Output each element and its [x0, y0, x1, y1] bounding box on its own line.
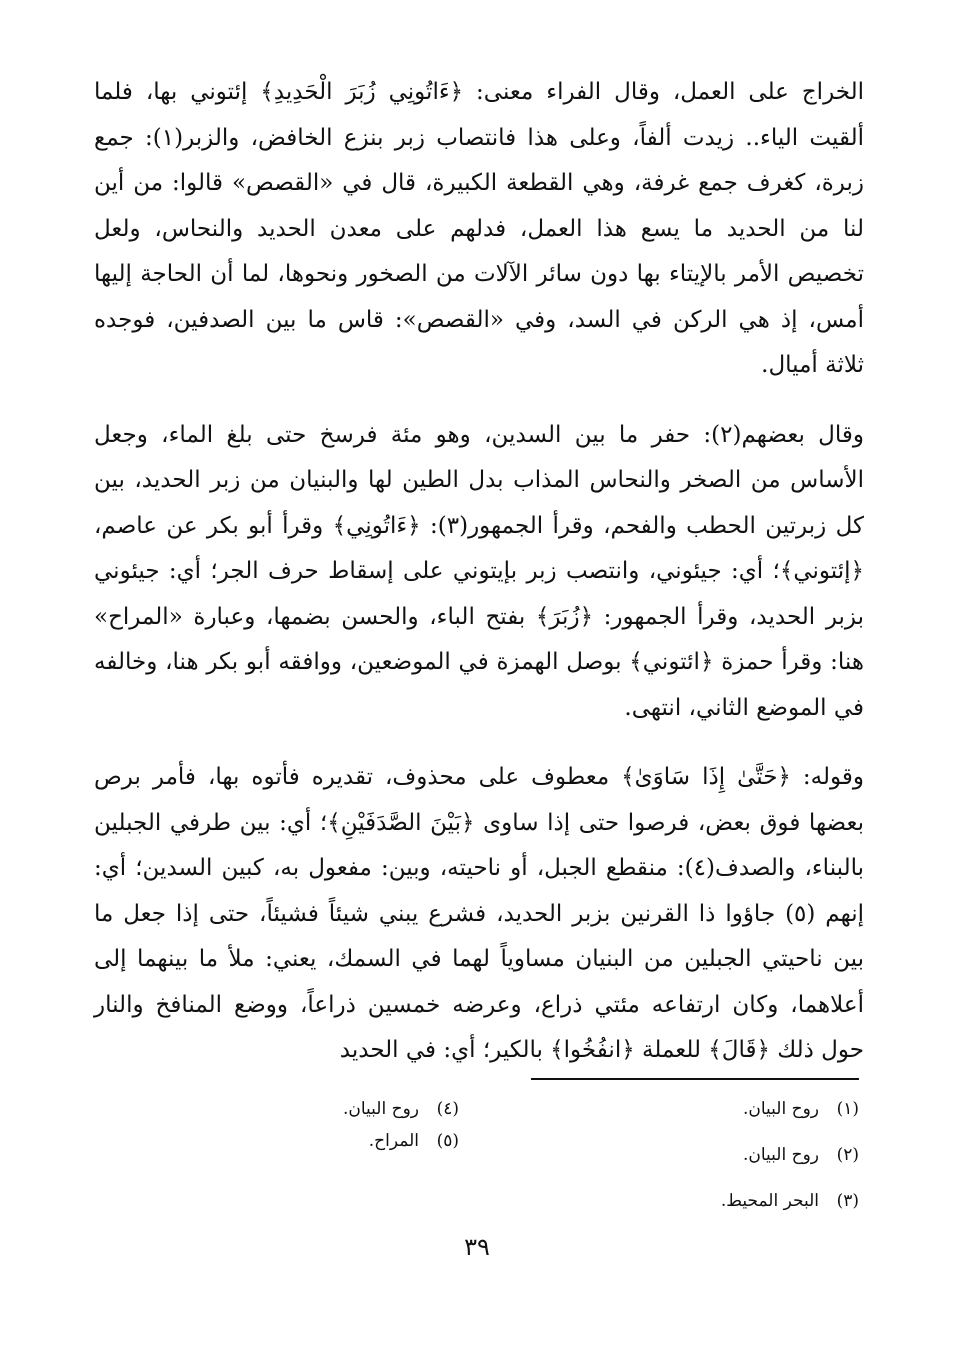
paragraph-2: وقال بعضهم(٢): حفر ما بين السدين، وهو مئة فرسخ حتى بلغ الماء، وجعل الأساس من الصخر والنحاس المذاب بدل الطين لها والبنيان من زبر الحديد، بين كل زبرتين الحطب والفحم، وقرأ الجمهور(٣): ﴿ءَاتُونِي﴾ وقرأ أبو بكر عن عاصم، ﴿إئتوني﴾؛ أي: جيئوني، وانتصب زبر بإيتوني على إسقاط حرف الجر؛ أي: جيئوني بزبر الحديد، وقرأ الجمهور: ﴿زُبَرَ﴾ بفتح الباء، والحسن بضمها، وعبارة «المراح» هنا: وقرأ حمزة ﴿ائتوني﴾ بوصل الهمزة في الموضعين، ووافقه أبو بكر هنا، وخالفه في الموضع الثاني، انتهى.: [94, 421, 864, 721]
footnote-divider: [531, 1078, 859, 1080]
paragraph-1: الخراج على العمل، وقال الفراء معنى: ﴿ءَاتُونِي زُبَرَ الْحَدِيدِ﴾ إئتوني بها، فلما ألقيت الياء.. زيدت ألفاً، وعلى هذا فانتصاب زبر بنزع الخافض، والزبر(١): جمع زبرة، كغرف جمع غرفة، وهي القطعة الكبيرة، قال في «القصص» قالوا: من أين لنا من الحديد ما يسع هذا العمل، فدلهم على معدن الحديد والنحاس، ولعل تخصيص الأمر بالإيتاء بها دون سائر الآلات من الصخور ونحوها، لما أن الحاجة إليها أمس، إذ هي الركن في السد، وفي «القصص»: قاس ما بين الصدفين، فوجده ثلاثة أميال.: [94, 79, 864, 378]
footnote-text: روح البيان.: [742, 1145, 819, 1165]
footnote-text: المراح.: [368, 1131, 419, 1151]
footnote-number: (١): [836, 1099, 859, 1119]
main-text: [94, 70, 864, 1074]
footnote-item: [559, 1186, 859, 1216]
footnote-item: [559, 1094, 859, 1124]
footnote-number: (٣): [836, 1191, 859, 1211]
footnote-number: (٢): [836, 1145, 859, 1165]
footnote-text: روح البيان.: [342, 1099, 419, 1119]
footnotes-column-left: [159, 1094, 459, 1158]
footnotes-column-right: [559, 1094, 859, 1232]
footnote-number: (٤): [436, 1099, 459, 1119]
paragraph-3: وقوله: ﴿حَتَّىٰ إِذَا سَاوَىٰ﴾ معطوف على محذوف، تقديره فأتوه بها، فأمر برص بعضها فوق بعض، فرصوا حتى إذا ساوى ﴿بَيْنَ الصَّدَفَيْنِ﴾؛ أي: بين طرفي الجبلين بالبناء، والصدف(٤): منقطع الجبل، أو ناحيته، وبين: مفعول به، كبين السدين؛ أي: إنهم (٥) جاؤوا ذا القرنين بزبر الحديد، فشرع يبني شيئاً فشيئاً، حتى إذا جعل ما بين ناحيتي الجبلين من البنيان مساوياً لهما في السمك، يعني: ملأ ما بينهما إلى أعلاهما، وكان ارتفاعه مئتي ذراع، وعرضه خمسين ذراعاً، ووضع المنافخ والنار حول ذلك ﴿قَالَ﴾ للعملة ﴿انفُخُوا﴾ بالكير؛ أي: في الحديد: [94, 764, 864, 1063]
footnote-text: روح البيان.: [742, 1099, 819, 1119]
footnote-item: [159, 1094, 459, 1124]
footnote-number: (٥): [436, 1131, 459, 1151]
page-number: ٣٩: [464, 1233, 490, 1261]
footnote-item: [559, 1140, 859, 1170]
footnote-text: البحر المحيط.: [720, 1191, 819, 1211]
footnote-item: [159, 1126, 459, 1156]
